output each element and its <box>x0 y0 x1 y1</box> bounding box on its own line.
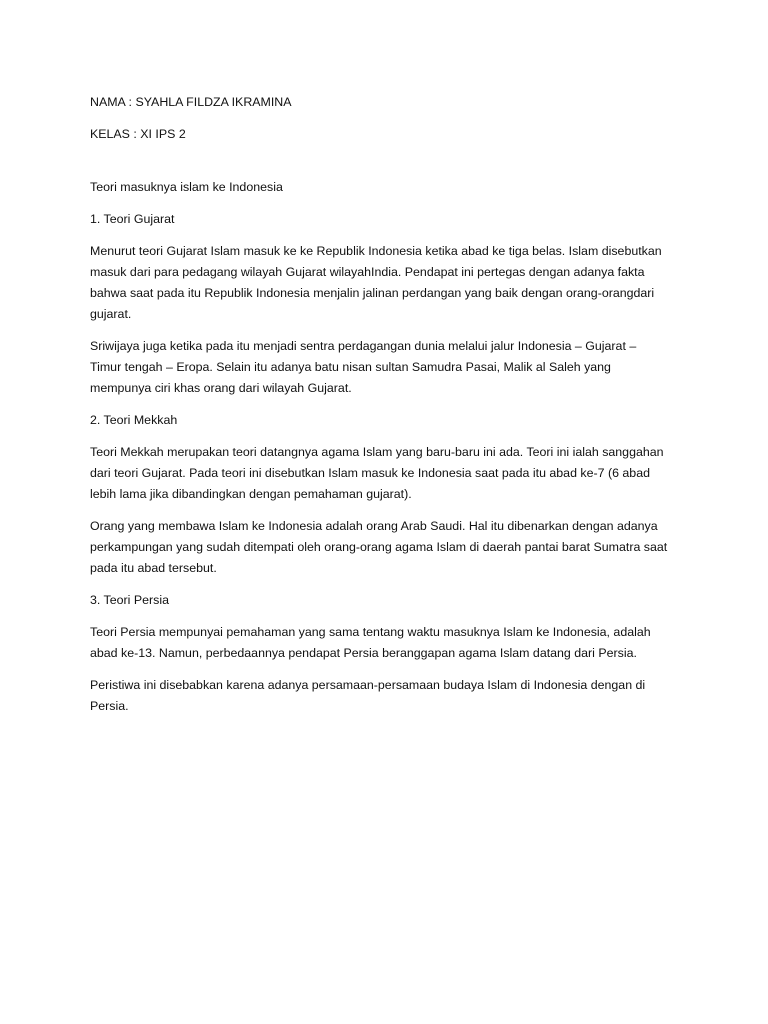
student-name: NAMA : SYAHLA FILDZA IKRAMINA <box>90 95 292 109</box>
section-heading-gujarat: 1. Teori Gujarat <box>90 212 175 226</box>
paragraph-mekkah-1: Teori Mekkah merupakan teori datangnya agama Islam yang baru-baru ini ada. Teori ini ialah sanggahan dari teori Gujarat. Pada teori ini disebutkan Islam masuk ke Indonesia saat pada itu abad ke-7 (6 abad lebih lama jika dibandingkan dengan pemahaman gujarat). <box>90 445 664 501</box>
paragraph-persia-1: Teori Persia mempunyai pemahaman yang sama tentang waktu masuknya Islam ke Indonesia, adalah abad ke-13. Namun, perbedaannya pendapat Persia beranggapan agama Islam datang dari Persia. <box>90 625 651 660</box>
document-page <box>90 92 670 728</box>
paragraph-gujarat-1: Menurut teori Gujarat Islam masuk ke ke Republik Indonesia ketika abad ke tiga belas. Islam disebutkan masuk dari para pedagang wilayah Gujarat wilayahIndia. Pendapat ini pertegas dengan adanya fakta bahwa saat pada itu Republik Indonesia menjalin jalinan perdangan yang baik dengan orang-orangdari gujarat. <box>90 244 662 321</box>
student-class: KELAS : XI IPS 2 <box>90 127 186 141</box>
paragraph-mekkah-2: Orang yang membawa Islam ke Indonesia adalah orang Arab Saudi. Hal itu dibenarkan dengan adanya perkampungan yang sudah ditempati oleh orang-orang agama Islam di daerah pantai barat Sumatra saat pada itu abad tersebut. <box>90 519 668 575</box>
document-topic: Teori masuknya islam ke Indonesia <box>90 180 283 194</box>
section-heading-mekkah: 2. Teori Mekkah <box>90 413 178 427</box>
section-heading-persia: 3. Teori Persia <box>90 593 169 607</box>
paragraph-gujarat-2: Sriwijaya juga ketika pada itu menjadi sentra perdagangan dunia melalui jalur Indonesia – Gujarat – Timur tengah – Eropa. Selain itu adanya batu nisan sultan Samudra Pasai, Malik al Saleh yang mempunya ciri khas orang dari wilayah Gujarat. <box>90 339 637 395</box>
paragraph-persia-2: Peristiwa ini disebabkan karena adanya persamaan-persamaan budaya Islam di Indonesia dengan di Persia. <box>90 678 646 713</box>
